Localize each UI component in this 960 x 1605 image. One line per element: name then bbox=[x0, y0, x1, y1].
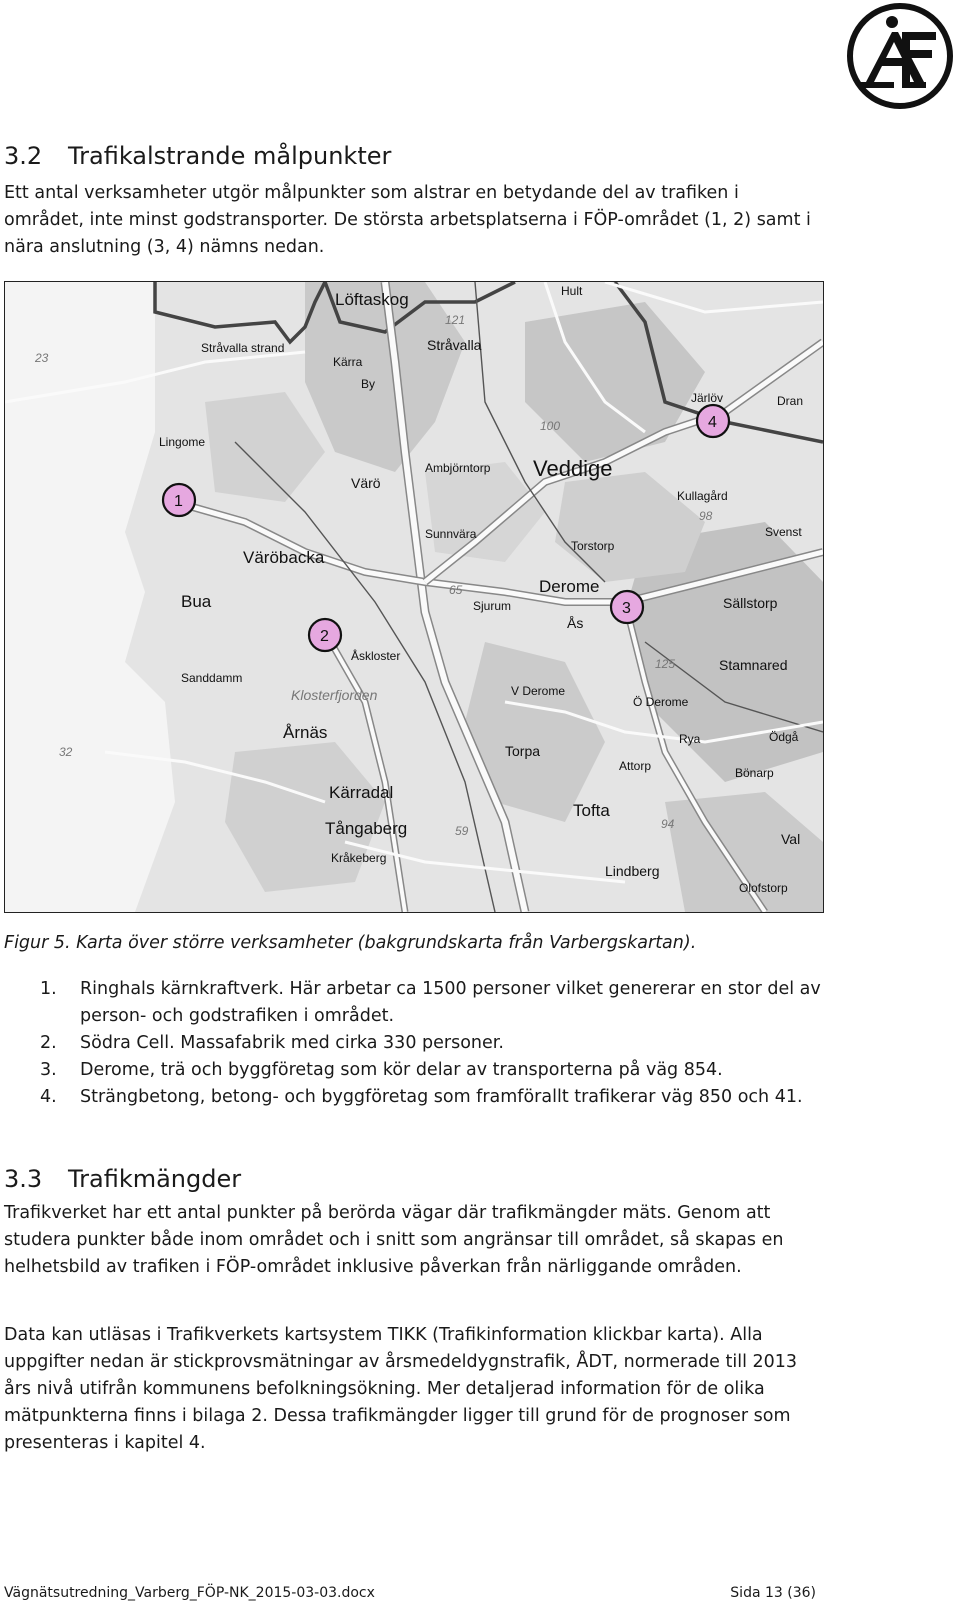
list-text: Ringhals kärnkraftverk. Här arbetar ca 1500 personer vilket genererar en stor del av person- och godstrafiken i området. bbox=[80, 979, 821, 1026]
place-label: 125 bbox=[655, 657, 676, 671]
figure-caption: Figur 5. Karta över större verksamheter (bakgrundskarta från Varbergskartan). bbox=[4, 933, 697, 953]
place-label: 94 bbox=[661, 817, 675, 831]
place-label: 23 bbox=[35, 351, 49, 365]
section-3-3-paragraph-1: Trafikverket har ett antal punkter på berörda vägar där trafikmängder mäts. Genom att studera punkter både inom området och i snitt som angränsar till området, så skapas en helhetsbild av trafiken i FÖP-området inklusive påverkan från närliggande områden. bbox=[4, 1203, 784, 1277]
place-label: Attorp bbox=[619, 759, 652, 773]
place-label: 121 bbox=[445, 313, 466, 327]
place-label: Torpa bbox=[505, 743, 541, 759]
footer-page-number: Sida 13 (36) bbox=[730, 1585, 816, 1601]
place-label: 65 bbox=[449, 583, 463, 597]
af-logo-icon bbox=[846, 2, 954, 110]
place-label: 98 bbox=[699, 509, 713, 523]
place-label: Tofta bbox=[573, 801, 610, 820]
place-label: Val bbox=[781, 831, 801, 847]
section-3-2-paragraph: Ett antal verksamheter utgör målpunkter som alstrar en betydande del av trafiken i området, inte minst godstransporter. De största arbetsplatserna i FÖP-området (1, 2) samt i nära anslutning (3, 4) nämns nedan. bbox=[4, 183, 811, 257]
place-label: Stråvalla bbox=[427, 337, 482, 353]
place-label: Sällstorp bbox=[723, 595, 778, 611]
list-item bbox=[4, 1084, 824, 1111]
place-label: Klosterfjorden bbox=[291, 687, 378, 703]
place-label: 32 bbox=[59, 745, 73, 759]
place-label: Kärradal bbox=[329, 783, 394, 802]
list-number: 3. bbox=[40, 1060, 57, 1080]
place-label: Stamnared bbox=[719, 657, 788, 673]
place-label: Olofstorp bbox=[739, 881, 788, 895]
footer-filename: Vägnätsutredning_Varberg_FÖP-NK_2015-03-03.docx bbox=[4, 1585, 375, 1601]
place-label: Ödgå bbox=[769, 730, 799, 744]
map-marker-3 bbox=[611, 591, 643, 623]
section-heading-3-2 bbox=[4, 142, 391, 170]
list-text: Derome, trä och byggföretag som kör delar av transporterna på väg 854. bbox=[80, 1060, 723, 1080]
place-label: Hult bbox=[561, 284, 583, 298]
place-label: Svenst bbox=[765, 525, 802, 539]
place-label: Ås bbox=[567, 615, 584, 631]
place-label: Sjurum bbox=[473, 599, 512, 613]
map-marker-4 bbox=[697, 405, 729, 437]
list-item bbox=[4, 1057, 824, 1084]
place-label: Bua bbox=[181, 592, 212, 611]
section-number: 3.3 bbox=[4, 1165, 43, 1193]
place-label: Lindberg bbox=[605, 863, 660, 879]
section-number: 3.2 bbox=[4, 142, 43, 170]
place-label: Dran bbox=[777, 394, 804, 408]
list-number: 1. bbox=[40, 979, 57, 999]
place-label: Veddige bbox=[533, 456, 613, 481]
place-label: 100 bbox=[540, 419, 561, 433]
map-figure bbox=[4, 281, 824, 913]
place-label: By bbox=[361, 377, 376, 391]
svg-text:1: 1 bbox=[174, 493, 183, 510]
list-text: Strängbetong, betong- och byggföretag som framförallt trafikerar väg 850 och 41. bbox=[80, 1087, 803, 1107]
place-label: Lingome bbox=[159, 435, 206, 449]
section-title: Trafikalstrande målpunkter bbox=[68, 142, 392, 170]
place-label: Derome bbox=[539, 577, 600, 596]
place-label: Torstorp bbox=[571, 539, 615, 553]
list-number: 2. bbox=[40, 1033, 57, 1053]
list-item bbox=[4, 976, 824, 1030]
place-label: Kärra bbox=[333, 355, 363, 369]
place-label: Värö bbox=[351, 475, 381, 491]
map-marker-1 bbox=[163, 484, 195, 516]
place-label: Åskloster bbox=[351, 649, 401, 663]
place-label: Stråvalla strand bbox=[201, 341, 285, 355]
section-3-3-paragraph-2: Data kan utläsas i Trafikverkets kartsystem TIKK (Trafikinformation klickbar karta). Alla uppgifter nedan är stickprovsmätningar av årsmedeldygnstrafik, ÅDT, normerade till 2013 års nivå utifrån kommunens befolkningsökning. Mer detaljerad information för de olika mätpunkterna finns i bilaga 2. Dessa trafikmängder ligger till grund för de prognoser som presenteras i kapitel 4. bbox=[4, 1325, 798, 1453]
map-marker-2 bbox=[309, 619, 341, 651]
place-label: Rya bbox=[679, 732, 701, 746]
place-label: 59 bbox=[455, 824, 469, 838]
svg-text:4: 4 bbox=[708, 414, 717, 431]
place-label: Kullagård bbox=[677, 489, 728, 503]
place-label: Väröbacka bbox=[243, 548, 325, 567]
place-label: Järlöv bbox=[691, 391, 724, 405]
section-heading-3-3 bbox=[4, 1165, 241, 1193]
company-list bbox=[4, 976, 824, 1111]
place-label: Ambjörntorp bbox=[425, 461, 491, 475]
svg-text:2: 2 bbox=[320, 628, 329, 645]
place-label: Tångaberg bbox=[325, 819, 408, 838]
place-label: Löftaskog bbox=[335, 290, 409, 309]
place-label: Kråkeberg bbox=[331, 851, 387, 865]
list-number: 4. bbox=[40, 1087, 57, 1107]
svg-text:3: 3 bbox=[622, 600, 631, 617]
place-label: V Derome bbox=[511, 684, 566, 698]
place-label: Sunnvära bbox=[425, 527, 477, 541]
place-label: Årnäs bbox=[283, 723, 328, 742]
place-label: Ö Derome bbox=[633, 695, 689, 709]
place-label: Sanddamm bbox=[181, 671, 243, 685]
list-item bbox=[4, 1030, 824, 1057]
list-text: Södra Cell. Massafabrik med cirka 330 personer. bbox=[80, 1033, 504, 1053]
map-image bbox=[5, 282, 823, 912]
place-label: Bönarp bbox=[735, 766, 774, 780]
section-title: Trafikmängder bbox=[68, 1165, 242, 1193]
